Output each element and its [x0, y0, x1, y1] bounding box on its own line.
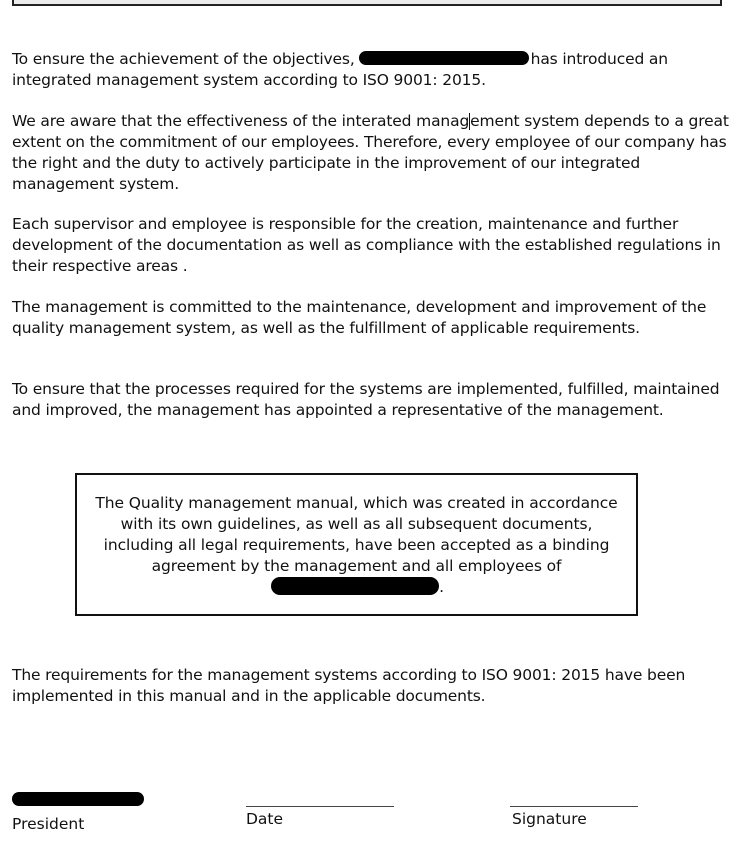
- p1-text-before: To ensure the achievement of the objectives,: [12, 50, 355, 68]
- paragraph-effectiveness: [12, 111, 734, 195]
- redacted-company-name: [359, 51, 529, 65]
- p1-text-after: has introduced an integrated management system according to ISO 9001: 2015.: [12, 50, 668, 89]
- redacted-president-name: [12, 792, 144, 806]
- signature-date: [246, 786, 394, 830]
- signature-sign: [510, 786, 638, 830]
- box-text: The Quality management manual, which was created in accordance with its own guidelines, as well as all subsequent documents, including all legal requirements, have been accepted as a binding agreement by the management and all employees of: [95, 494, 618, 575]
- signature-president: [12, 786, 152, 835]
- box-text-end: .: [439, 578, 444, 596]
- paragraph-representative: To ensure that the processes required for the systems are implemented, fulfilled, maintained and improved, the management has appointed a representative of the management.: [12, 380, 720, 419]
- paragraph-management-commitment: The management is committed to the maintenance, development and improvement of the quality management system, as well as the fulfillment of applicable requirements.: [12, 298, 707, 337]
- p2-text-before: We are aware that the effectiveness of the interated manag: [12, 112, 470, 130]
- paragraph-requirements-implemented: The requirements for the management systems according to ISO 9001: 2015 have been implemented in this manual and in the applicable documents.: [12, 666, 686, 705]
- president-name-line: [12, 792, 152, 812]
- p2-text-after: ement system depends to a great extent on the commitment of our employees. Therefore, every employee of our company has the right and the duty to actively participate in the improvement of our integrated management system.: [12, 112, 729, 193]
- president-label: President: [12, 815, 85, 833]
- signature-label: Signature: [512, 810, 587, 828]
- top-frame-box: [12, 0, 722, 6]
- date-label: Date: [246, 810, 284, 828]
- date-line: [246, 786, 394, 807]
- binding-agreement-box: [75, 473, 638, 616]
- paragraph-responsibility: Each supervisor and employee is responsible for the creation, maintenance and further development of the documentation as well as compliance with the established regulations in their respective areas .: [12, 215, 721, 275]
- redacted-company-name-box: [271, 577, 439, 595]
- binding-agreement-text: [95, 493, 618, 598]
- signature-line: [510, 786, 638, 807]
- paragraph-objectives: [12, 49, 734, 91]
